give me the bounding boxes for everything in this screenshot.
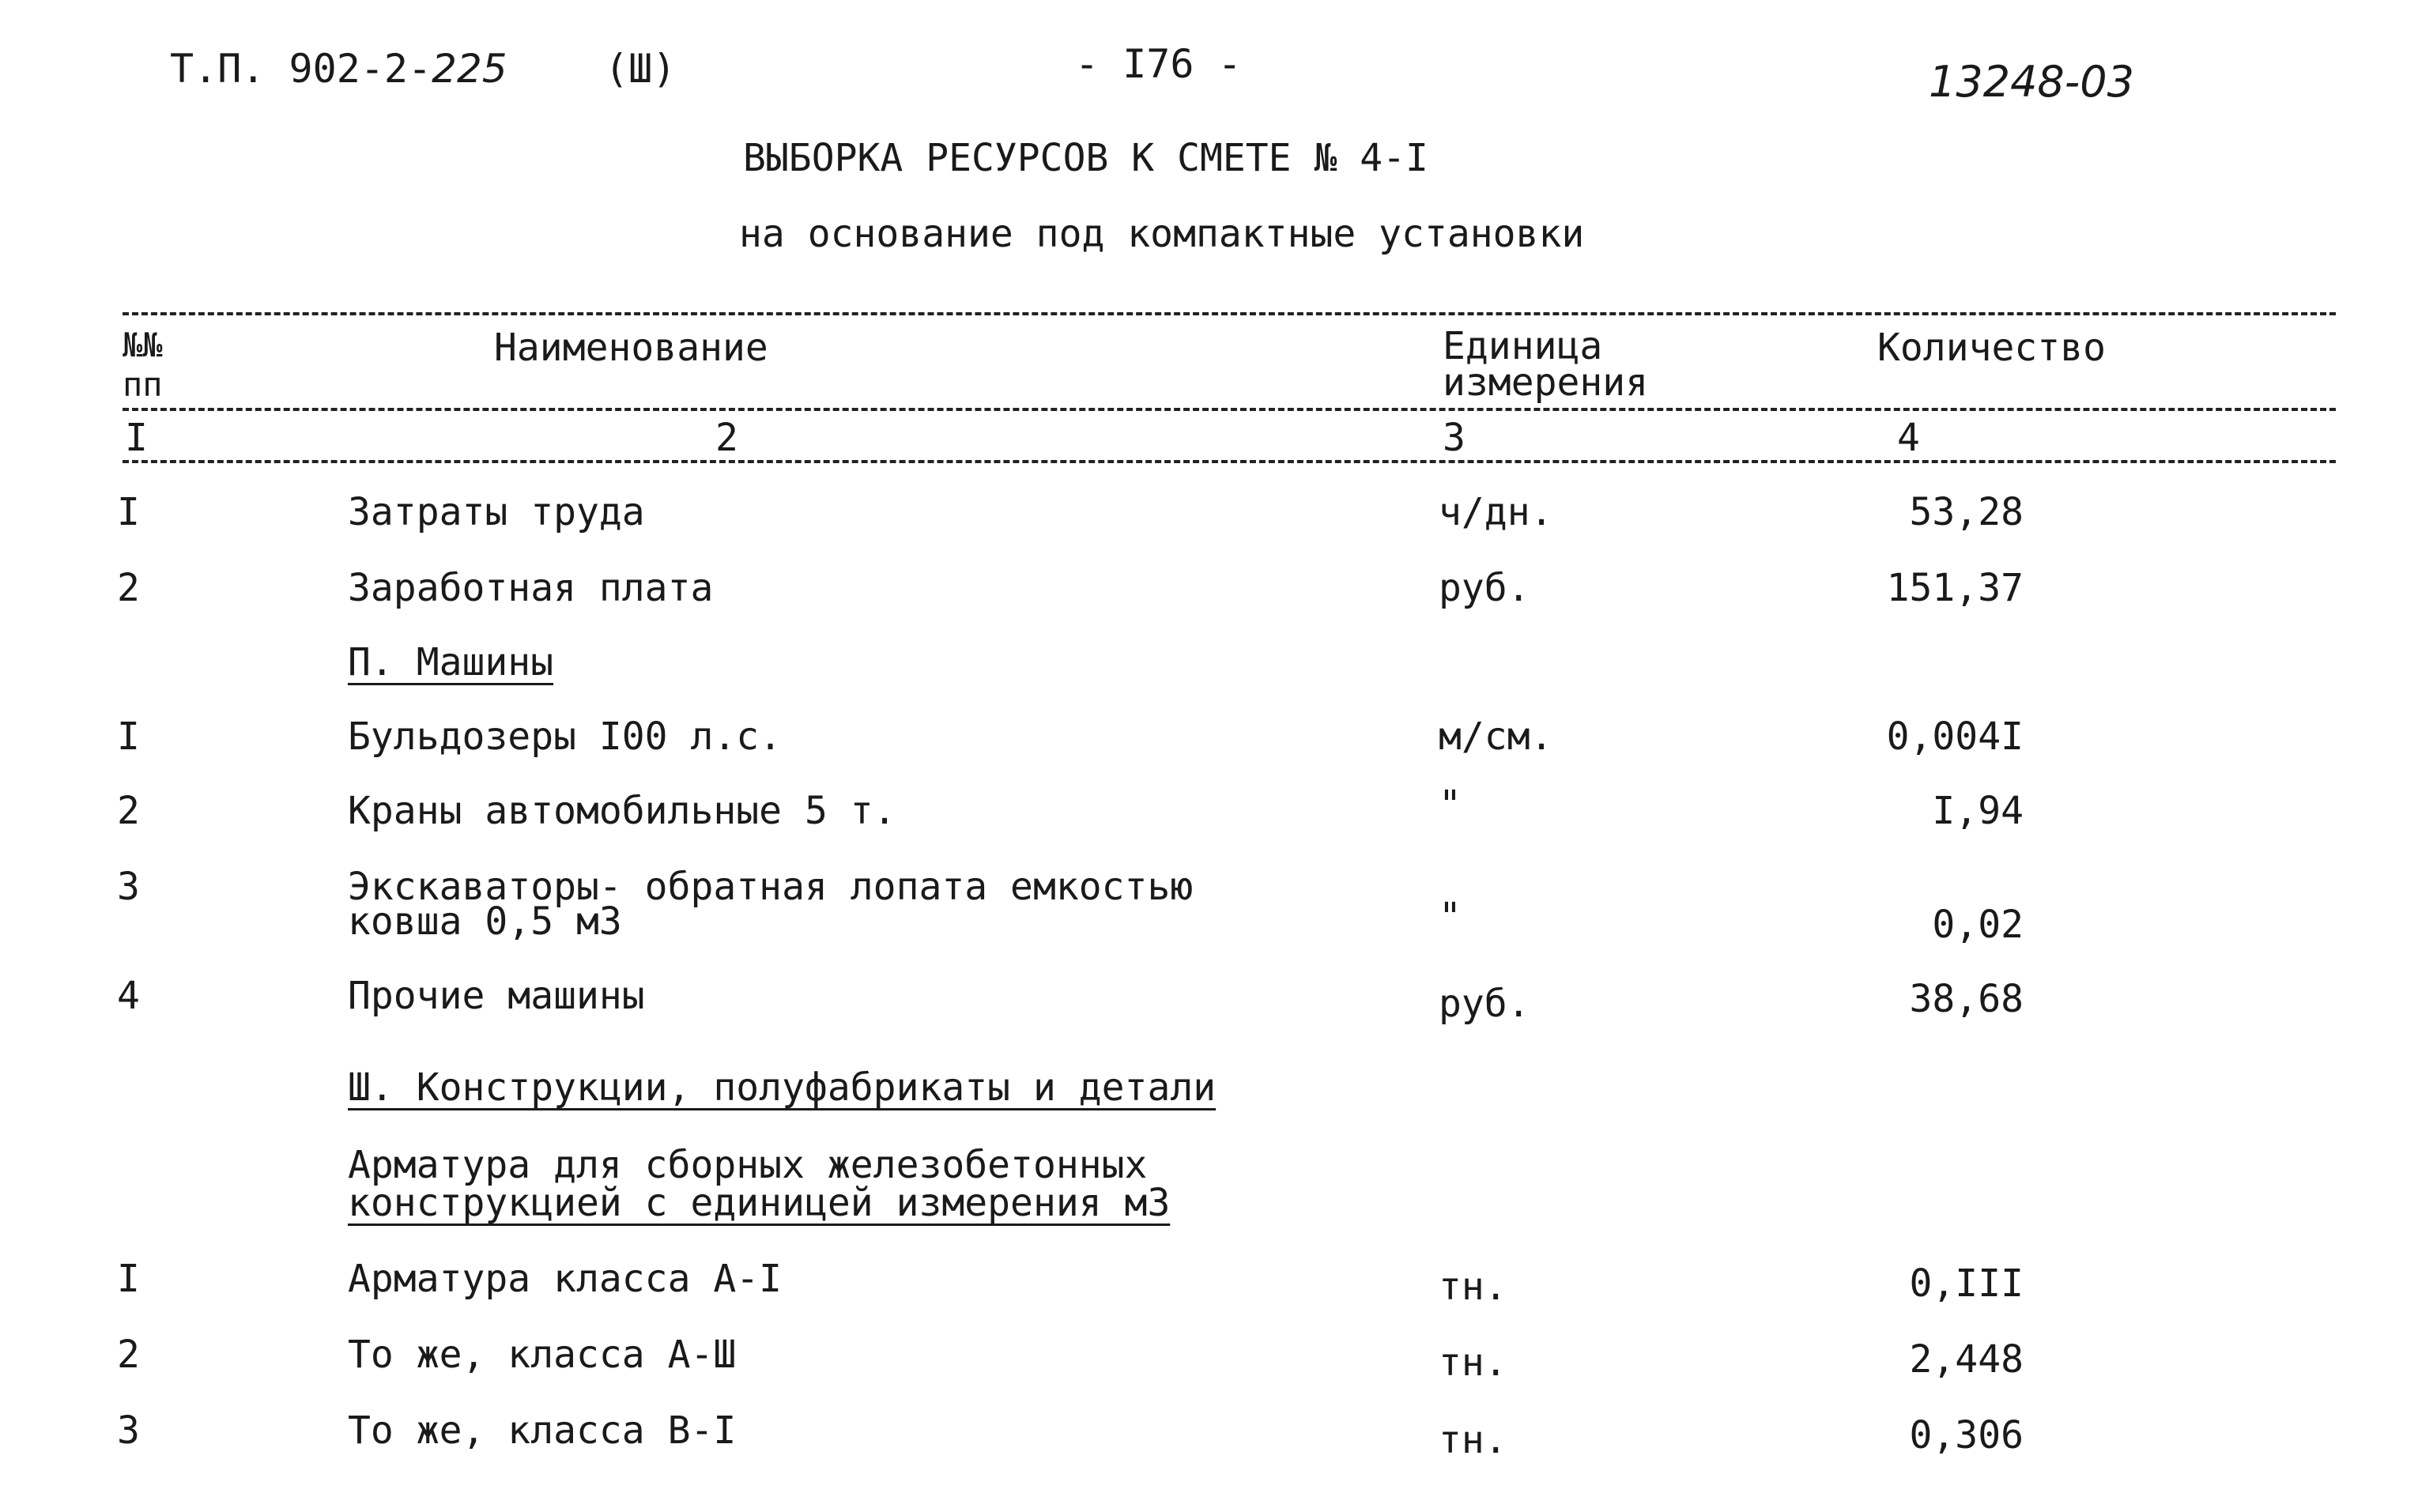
- row-name: То же, класса В-I: [348, 1408, 737, 1453]
- row-qty: 2,448: [1909, 1337, 2024, 1382]
- section-title-machines: П. Машины: [348, 640, 554, 684]
- archive-number: 13248-03: [1929, 57, 2134, 107]
- row-name: То же, класса А-Ш: [348, 1333, 737, 1377]
- col-number-2: 2: [715, 416, 738, 460]
- row-name: Затраты труда: [348, 490, 645, 534]
- project-code: [170, 46, 507, 92]
- row-num: 2: [117, 1333, 140, 1377]
- header-bottom-rule: [123, 460, 2336, 463]
- row-unit: ч/дн.: [1439, 490, 1553, 534]
- row-num: I: [117, 715, 140, 759]
- section-title-constructions: Ш. Конструкции, полуфабрикаты и детали: [348, 1065, 1217, 1110]
- row-unit: тн.: [1439, 1265, 1507, 1309]
- row-num: I: [117, 1257, 140, 1301]
- row-name-line2: ковша 0,5 м3: [348, 899, 622, 944]
- row-num: 2: [117, 566, 140, 610]
- row-name: Краны автомобильные 5 т.: [348, 789, 896, 833]
- col-number-3: 3: [1443, 416, 1466, 460]
- doc-subtitle: на основание под компактные установки: [739, 212, 1585, 256]
- row-qty: 0,III: [1909, 1261, 2024, 1306]
- volume-label: (Ш): [605, 46, 677, 92]
- row-qty: 0,004I: [1886, 715, 2024, 759]
- header-qty: Количество: [1877, 326, 2106, 370]
- section-subtitle-line2: конструкцией с единицей измерения м3: [348, 1181, 1171, 1225]
- header-name: Наименование: [494, 326, 768, 370]
- col-number-4: 4: [1897, 416, 1920, 460]
- header-num-line1: №№: [123, 326, 163, 364]
- row-qty: 0,306: [1909, 1413, 2024, 1457]
- row-unit: ": [1439, 895, 1462, 939]
- project-prefix: Т.П. 902-2-: [170, 46, 432, 92]
- row-unit: тн.: [1439, 1340, 1507, 1385]
- row-name-line1: Экскаваторы- обратная лопата емкостью: [348, 865, 1194, 909]
- row-qty: 0,02: [1932, 903, 2024, 947]
- row-qty: 38,68: [1909, 977, 2024, 1021]
- project-number-handwritten: 225: [432, 46, 507, 92]
- row-name: Арматура класса А-I: [348, 1257, 783, 1301]
- header-num-line2: пп: [123, 365, 163, 404]
- page-number: - I76 -: [1075, 41, 1242, 87]
- row-unit: ": [1439, 782, 1462, 827]
- row-num: 4: [117, 974, 140, 1018]
- row-name: Заработная плата: [348, 566, 714, 610]
- row-unit: руб.: [1439, 566, 1530, 610]
- table-top-rule: [123, 312, 2336, 315]
- row-qty: I,94: [1932, 789, 2024, 833]
- row-unit: руб.: [1439, 982, 1530, 1026]
- section-subtitle-line1: Арматура для сборных железобетонных: [348, 1143, 1148, 1187]
- header-unit-line1: Единица: [1443, 324, 1603, 368]
- header-mid-rule: [123, 408, 2336, 411]
- doc-title: ВЫБОРКА РЕСУРСОВ К СМЕТЕ № 4-I: [743, 136, 1428, 180]
- row-num: 2: [117, 789, 140, 833]
- row-name: Прочие машины: [348, 974, 645, 1018]
- row-name: Бульдозеры I00 л.с.: [348, 715, 783, 759]
- row-num: I: [117, 490, 140, 534]
- header-unit-line2: измерения: [1443, 360, 1649, 405]
- row-qty: 53,28: [1909, 490, 2024, 534]
- col-number-1: I: [125, 416, 148, 460]
- row-unit: тн.: [1439, 1418, 1507, 1462]
- row-num: 3: [117, 1408, 140, 1453]
- row-num: 3: [117, 865, 140, 909]
- row-qty: 151,37: [1886, 566, 2024, 610]
- row-unit: м/см.: [1439, 715, 1553, 759]
